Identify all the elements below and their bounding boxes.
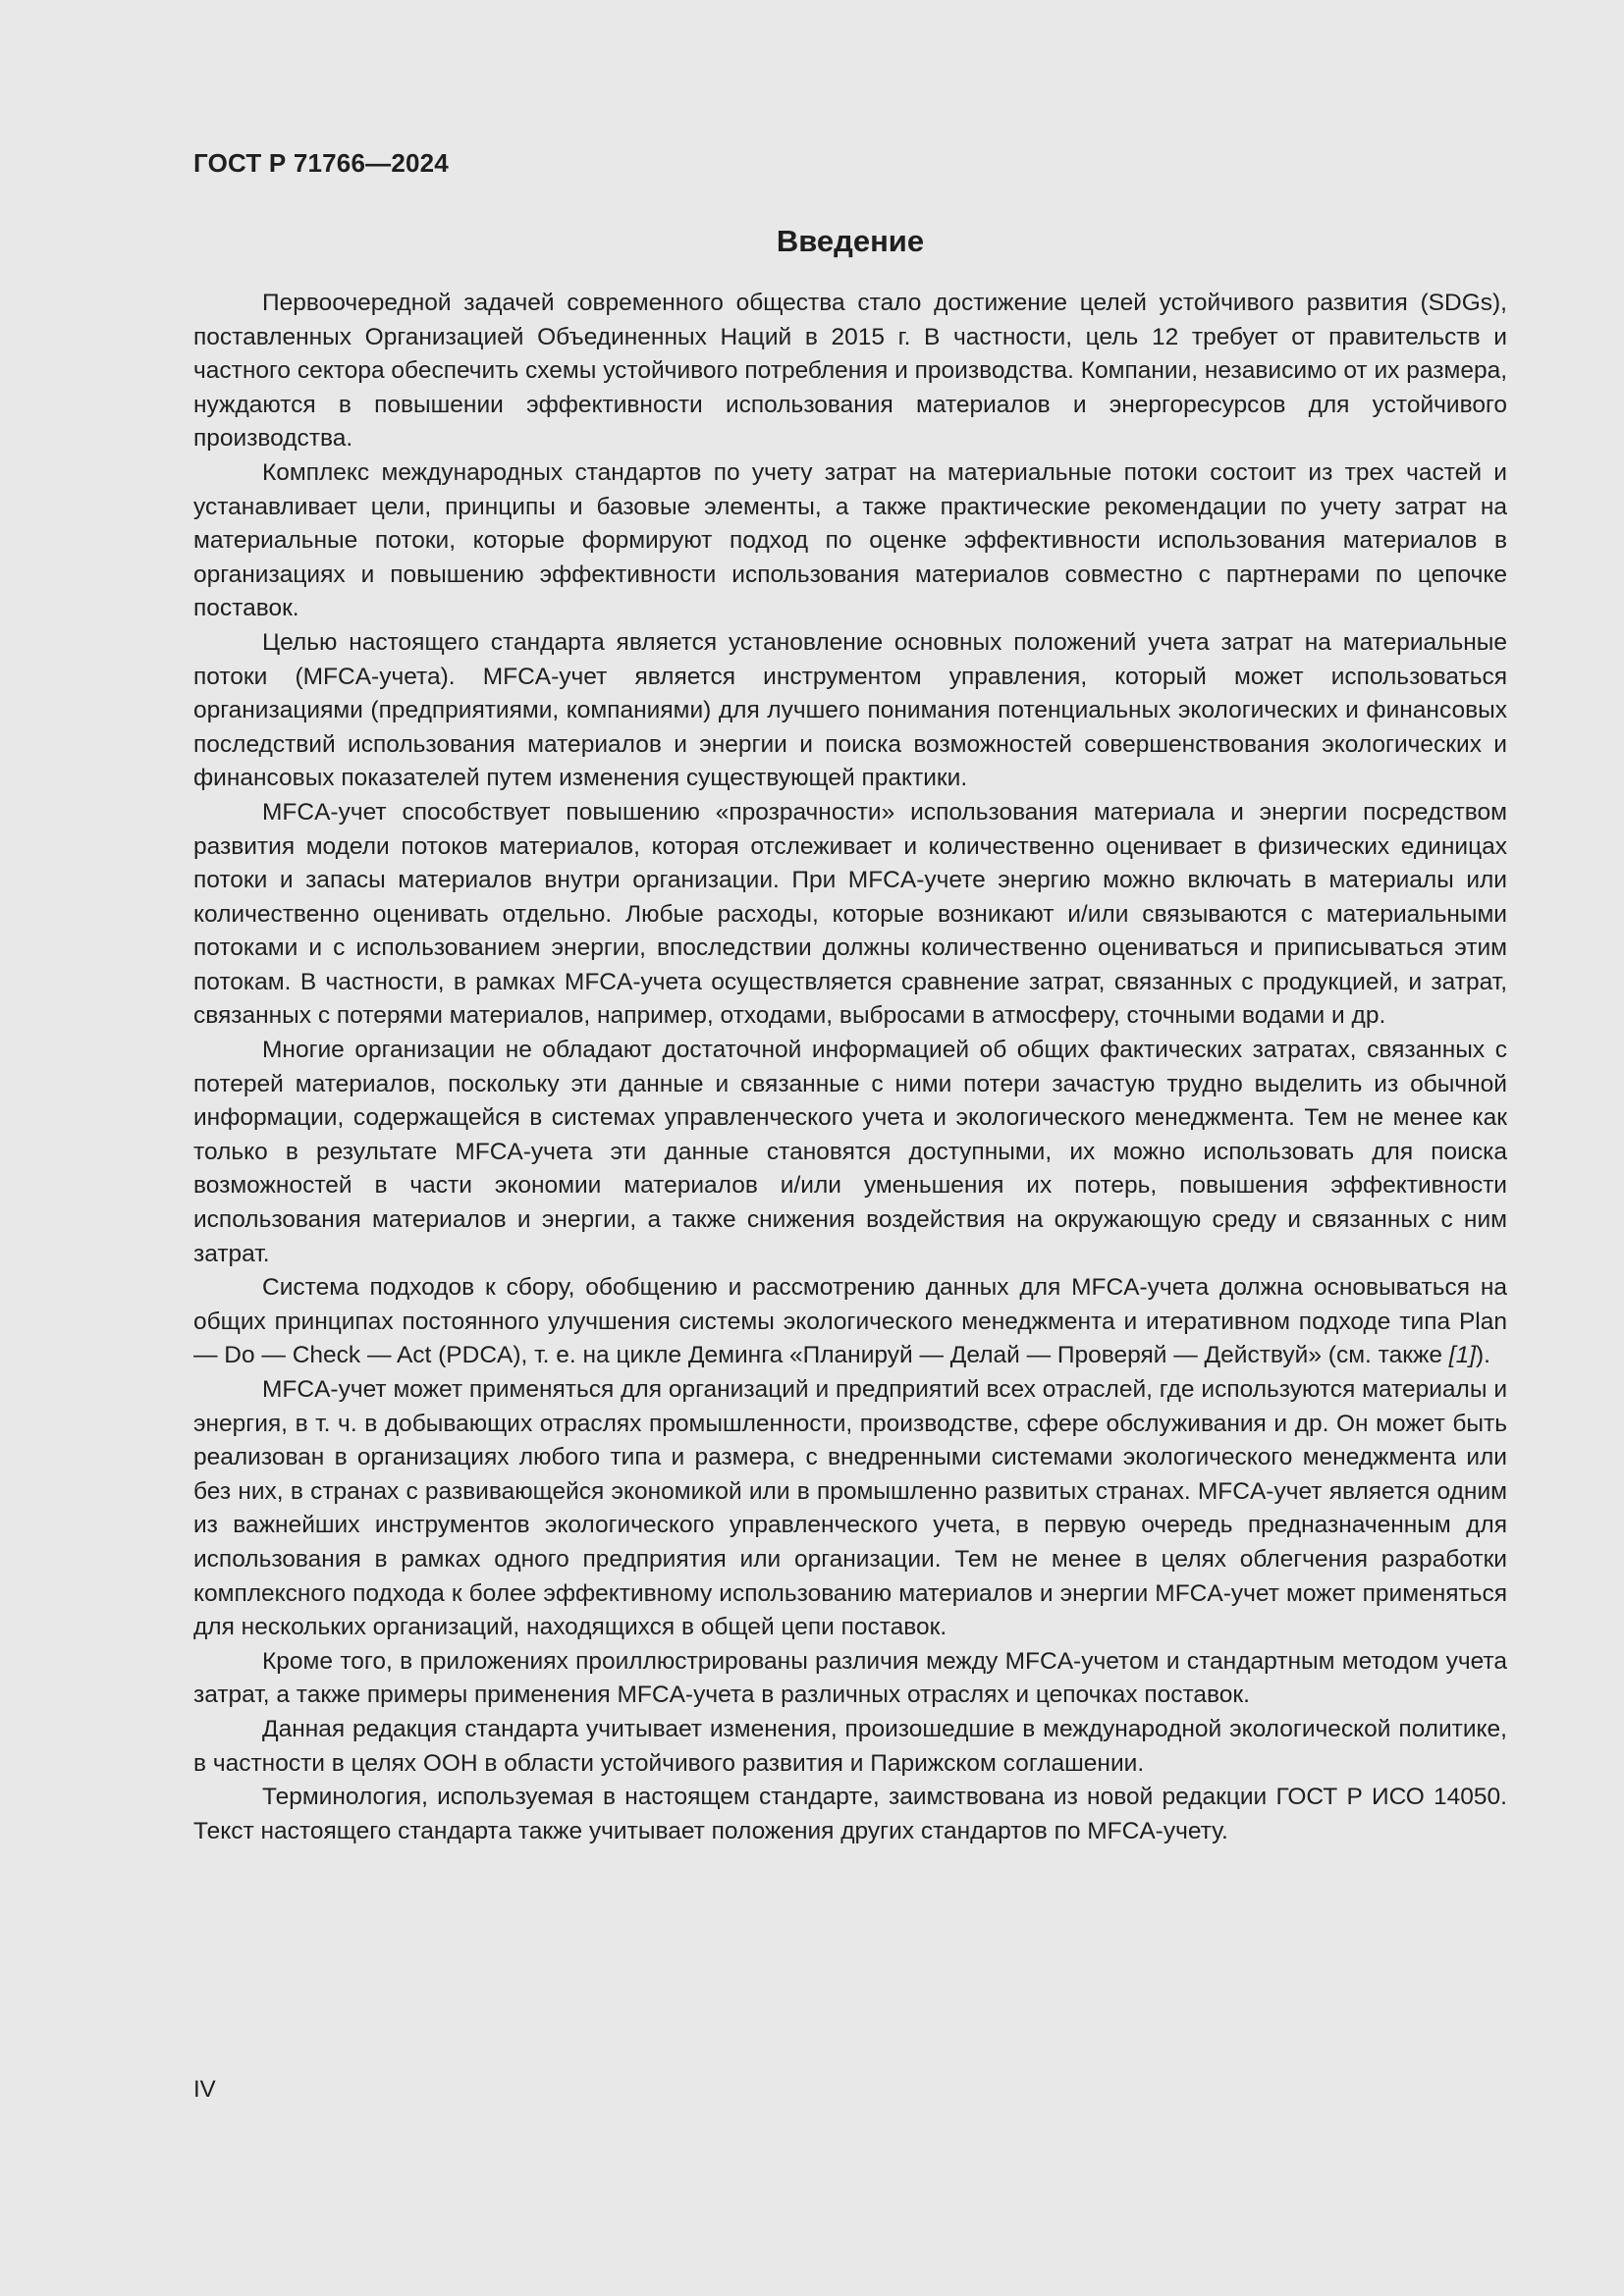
paragraph-10: Терминология, используемая в настоящем стандарте, заимствована из новой редакции ГОСТ Р ИСО 14050. Текст настоящего стандарта также учитывает положения других стандартов по MFCA-учету. <box>193 1784 1507 1844</box>
paragraph-3: Целью настоящего стандарта является установление основных положений учета затрат на материальные потоки (MFCA-учета). MFCA-учет является инструментом управления, который может использоваться организациями (предприятиями, компаниями) для лучшего понимания потенциальных экологических и финансовых последствий использования материалов и энергии и поиска возможностей совершенствования экологических и финансовых показателей путем изменения существующей практики. <box>193 628 1507 792</box>
bibliography-reference: [1] <box>1448 1342 1477 1369</box>
paragraph-7: MFCA-учет может применяться для организаций и предприятий всех отраслей, где используются материалы и энергия, в т. ч. в добывающих отраслях промышленности, производстве, сфере обслуживания и др. Он может быть реализован в организациях любого типа и размера, с внедренными системами экологического менеджмента или без них, в странах с развивающейся экономикой или в промышленно развитых странах. MFCA-учет является одним из важнейших инструментов экологического управленческого учета, в первую очередь предназначенным для использования в рамках одного предприятия или организации. Тем не менее в целях облегчения разработки комплексного подхода к более эффективному использованию материалов и энергии MFCA-учет может применяться для нескольких организаций, находящихся в общей цепи поставок. <box>193 1376 1507 1641</box>
paragraph-4: MFCA-учет способствует повышению «прозрачности» использования материала и энергии посредством развития модели потоков материалов, которая отслеживает и количественно оценивает в физических единицах потоки и запасы материалов внутри организации. При MFCA-учете энергию можно включать в материалы или количественно оценивать отдельно. Любые расходы, которые возникают и/или связываются с материальными потоками и с использованием энергии, впоследствии должны количественно оцениваться и приписываться этим потокам. В частности, в рамках MFCA-учета осуществляется сравнение затрат, связанных с продукцией, и затрат, связанных с потерями материалов, например, отходами, выбросами в атмосферу, сточными водами и др. <box>193 798 1507 1030</box>
paragraph-6-text: Система подходов к сбору, обобщению и рассмотрению данных для MFCA-учета должна основываться на общих принципах постоянного улучшения системы экологического менеджмента и итеративном подходе типа Plan — Do — Check — Act (PDCA), т. е. на цикле Деминга «Планируй — Делай — Проверяй — Действуй» (см. также <box>193 1274 1507 1369</box>
document-code: ГОСТ Р 71766—2024 <box>193 148 449 178</box>
page-number: IV <box>193 2076 216 2103</box>
paragraph-9: Данная редакция стандарта учитывает изменения, произошедшие в международной экологической политике, в частности в целях ООН в области устойчивого развития и Парижском соглашении. <box>193 1715 1507 1777</box>
paragraph-1: Первоочередной задачей современного общества стало достижение целей устойчивого развития (SDGs), поставленных Организацией Объединенных Наций в 2015 г. В частности, цель 12 требует от правительств и частного сектора обеспечить схемы устойчивого потребления и производства. Компании, независимо от их размера, нуждаются в повышении эффективности использования материалов и энергоресурсов для устойчивого производства. <box>193 290 1507 453</box>
paragraph-2: Комплекс международных стандартов по учету затрат на материальные потоки состоит из трех частей и устанавливает цели, принципы и базовые элементы, а также практические рекомендации по учету затрат на материальные потоки, которые формируют подход по оценке эффективности использования материалов в организациях и повышению эффективности использования материалов совместно с партнерами по цепочке поставок. <box>193 458 1507 622</box>
section-title: Введение <box>776 224 925 258</box>
paragraph-6 <box>193 1271 1507 1373</box>
paragraph-5: Многие организации не обладают достаточной информацией об общих фактических затратах, связанных с потерей материалов, поскольку эти данные и связанные с ними потери зачастую трудно выделить из обычной информации, содержащейся в системах управленческого учета и экологического менеджмента. Тем не менее как только в результате MFCA-учета эти данные становятся доступными, их можно использовать для поиска возможностей в части экономии материалов и/или уменьшения их потерь, повышения эффективности использования материалов и энергии, а также снижения воздействия на окружающую среду и связанных с ним затрат. <box>193 1037 1507 1267</box>
introduction-text <box>193 287 1507 1848</box>
paragraph-8: Кроме того, в приложениях проиллюстрированы различия между MFCA-учетом и стандартным методом учета затрат, а также примеры применения MFCA-учета в различных отраслях и цепочках поставок. <box>193 1647 1507 1709</box>
paragraph-6-suffix: ). <box>1476 1342 1490 1369</box>
